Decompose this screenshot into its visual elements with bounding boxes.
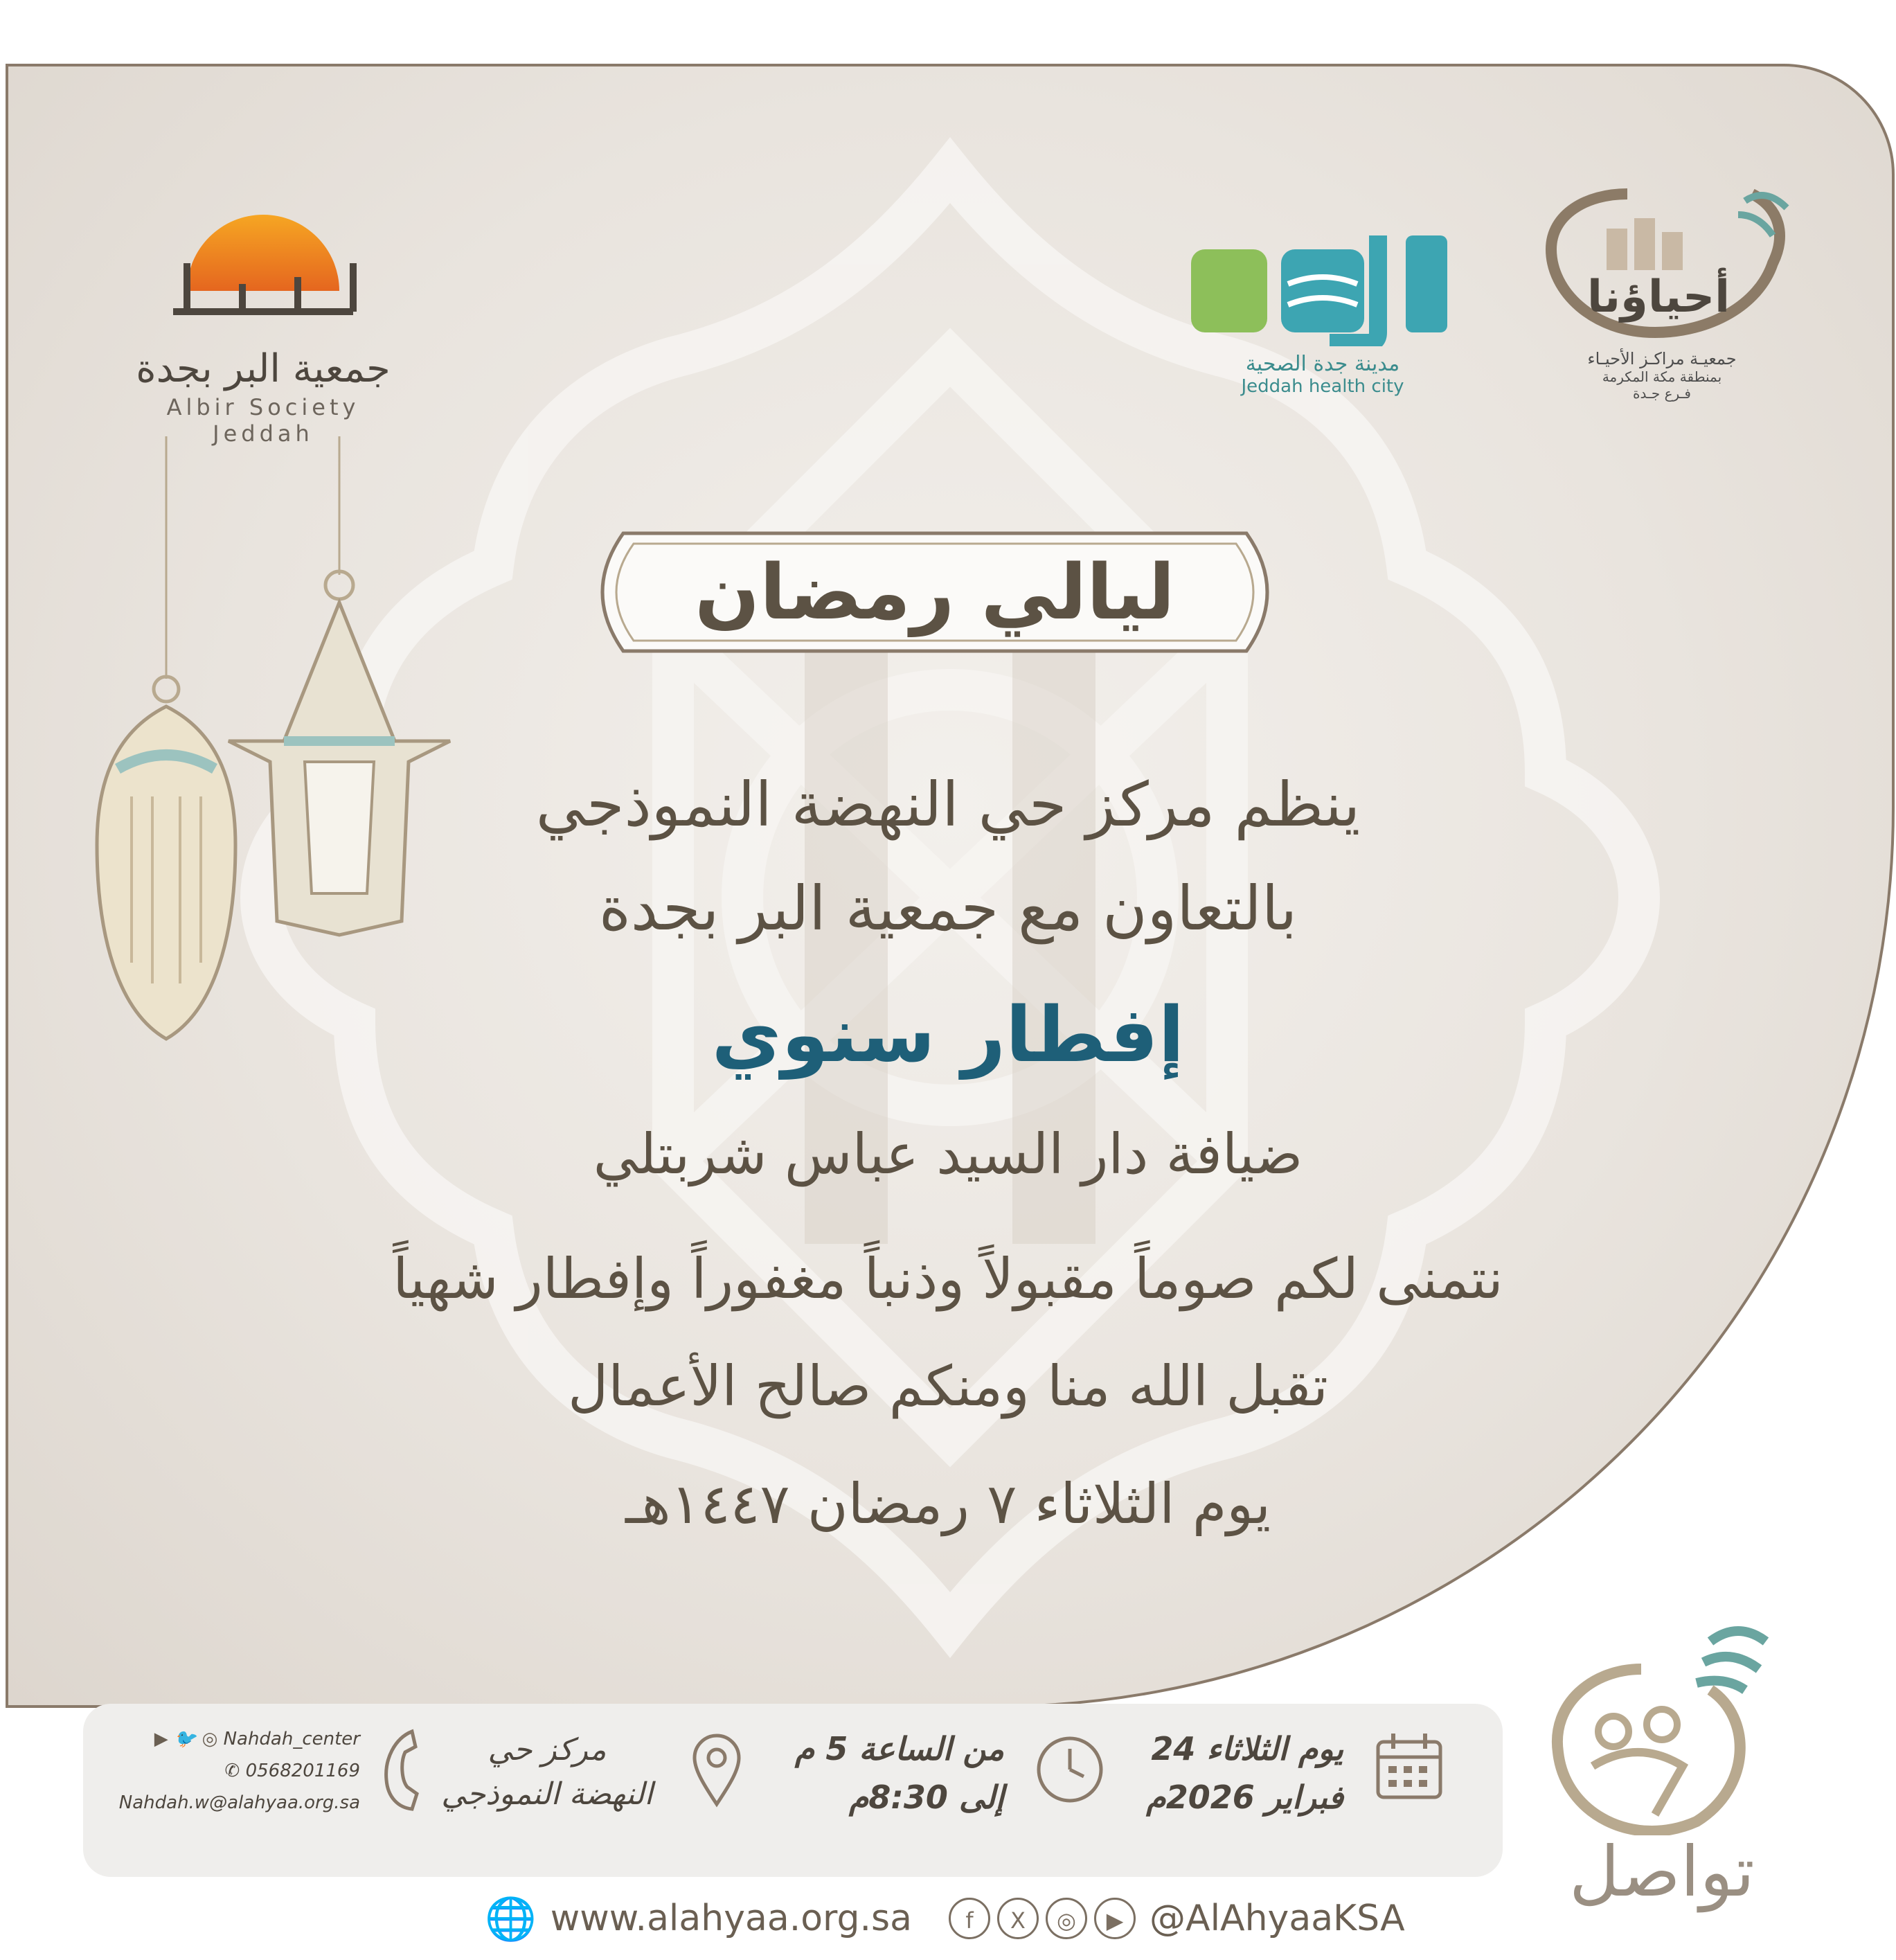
website-url[interactable]: www.alahyaa.org.sa [550,1898,913,1939]
globe-icon: 🌐 [485,1894,537,1943]
ahyaauna-line3: فـرع جـدة [1633,385,1691,402]
event-time [741,1725,1004,1821]
albir-sun-mark [159,187,367,339]
youtube-icon[interactable]: ▶ [154,1729,168,1749]
contact-block [83,1723,360,1819]
prayer-line: تقبل الله منا ومنكم صالح الأعمال [568,1354,1328,1418]
title-banner [568,513,1302,672]
location-pin-icon [689,1731,744,1808]
calendar-icon [1371,1728,1447,1804]
jeddah-health-city-logo [1163,222,1482,395]
footer-social [949,1884,1405,1953]
ahyaauna-mark [1530,180,1794,346]
tawasul-word: تواصل [1569,1831,1755,1912]
ahyaauna-mark-text: أحياؤنا [1586,271,1730,323]
jhc-name-en: Jeddah health city [1241,376,1404,397]
phone-icon: ✆ [224,1761,240,1781]
jeddah-health-city-mark [1170,222,1475,346]
jhc-name-ar: مدينة جدة الصحية [1245,352,1400,376]
albir-name-en: Albir Society Jeddah [166,394,360,447]
contact-social-row [83,1723,360,1755]
place-line1: مركز حي [488,1732,607,1767]
hijri-date-line: يوم الثلاثاء ٧ رمضان ١٤٤٧هـ [625,1472,1271,1536]
organizer-line: ينظم مركز حي النهضة النموذجي [535,769,1361,840]
host-line: ضيافة دار السيد عباس شربتلي [593,1122,1303,1186]
social-handle[interactable]: @AlAhyaaKSA [1150,1898,1405,1939]
youtube-icon[interactable]: ▶ [1094,1898,1136,1939]
tawasul-mark [1530,1614,1794,1835]
cooperation-line: بالتعاون مع جمعية البر بجدة [598,873,1298,944]
headline: إفطار سنوي [711,990,1185,1079]
wishes-line: نتمنى لكم صوماً مقبولاً وذنباً مغفوراً وإفطار شهياً [393,1247,1503,1311]
clock-icon [1032,1731,1108,1808]
gregorian-date [1122,1725,1343,1821]
facebook-icon[interactable]: f [949,1898,990,1939]
event-place [429,1728,665,1817]
twitter-icon[interactable]: 🐦 [173,1729,197,1749]
phone-handset-icon [374,1725,429,1815]
time-from: من الساعة 5 م [794,1730,1004,1767]
event-title: ليالي رمضان [695,548,1175,636]
footer-website[interactable] [485,1884,912,1953]
contact-handle[interactable]: Nahdah_center [223,1729,360,1749]
ahyaauna-line2: بمنطقة مكة المكرمة [1602,368,1722,385]
ahyaauna-line1: جمعيـة مراكـز الأحيـاء [1587,349,1737,368]
time-to: إلى 8:30م [848,1779,1004,1816]
albir-society-logo [111,187,415,447]
albir-name-ar: جمعية البر بجدة [136,346,391,391]
instagram-icon[interactable]: ◎ [202,1729,218,1749]
place-line2: النهضة النموذجي [441,1776,653,1812]
contact-phone-row [83,1755,360,1787]
gregorian-date-line2: فبراير 2026م [1146,1779,1343,1816]
tawasul-logo [1530,1614,1794,1918]
instagram-icon[interactable]: ◎ [1046,1898,1087,1939]
ahyaauna-logo [1523,180,1800,429]
contact-email[interactable]: Nahdah.w@alahyaa.org.sa [118,1792,360,1813]
x-icon[interactable]: X [997,1898,1039,1939]
gregorian-date-line1: يوم الثلاثاء 24 [1151,1730,1343,1767]
contact-phone[interactable]: 0568201169 [245,1761,360,1781]
